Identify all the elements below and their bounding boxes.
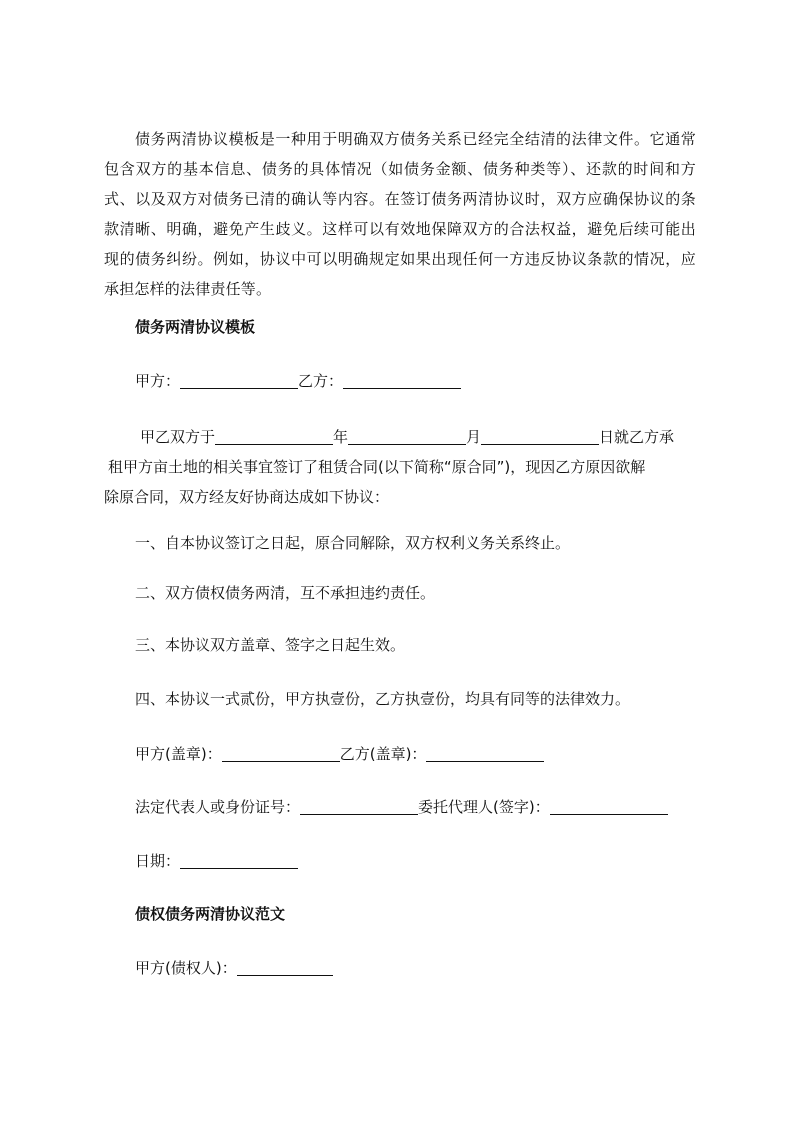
clause-4: 四、本协议一式贰份，甲方执壹份，乙方执壹份，均具有同等的法律效力。	[135, 690, 631, 708]
month-label: 月	[466, 428, 482, 446]
para-start: 甲乙双方于	[140, 428, 216, 446]
seal-line	[135, 744, 544, 764]
day-blank	[481, 428, 599, 445]
creditor-line	[135, 958, 333, 978]
agreement-line-1	[104, 422, 704, 452]
agreement-line-2: 租甲方亩土地的相关事宜签订了租赁合同(以下简称“原合同”)，现因乙方原因欲解	[108, 458, 646, 476]
creditor-label: 甲方(债权人)：	[135, 959, 237, 977]
date-label: 日期：	[135, 852, 181, 870]
year-label: 年	[333, 428, 349, 446]
representative-line	[135, 797, 668, 817]
clause-1: 一、自本协议签订之日起，原合同解除，双方权利义务关系终止。	[135, 534, 571, 552]
agreement-line-3: 除原合同，双方经友好协商达成如下协议：	[104, 488, 390, 506]
agent-label: 委托代理人(签字)：	[418, 798, 550, 816]
seal-b-label: 乙方(盖章)：	[339, 745, 427, 763]
sample-title: 债权债务两清协议范文	[135, 905, 286, 923]
party-b-blank	[343, 372, 461, 389]
seal-a-label: 甲方(盖章)：	[135, 745, 222, 763]
rep-label: 法定代表人或身份证号：	[135, 798, 301, 816]
seal-b-blank	[426, 745, 544, 762]
party-a-label: 甲方：	[135, 372, 181, 390]
party-b-label: 乙方：	[298, 372, 344, 390]
date-blank	[180, 852, 298, 869]
date-line	[135, 851, 298, 871]
agreement-paragraph	[104, 422, 704, 512]
clause-3: 三、本协议双方盖章、签字之日起生效。	[135, 636, 406, 654]
para-mid: 日就乙方承	[599, 428, 675, 446]
seal-a-blank	[222, 745, 340, 762]
creditor-blank	[237, 959, 333, 976]
clause-2: 二、双方债权债务两清，互不承担违约责任。	[135, 584, 436, 602]
month-blank	[348, 428, 466, 445]
party-line	[135, 371, 461, 391]
template-title: 债务两清协议模板	[135, 318, 256, 336]
rep-blank	[300, 798, 418, 815]
party-a-blank	[180, 372, 298, 389]
intro-paragraph: 债务两清协议模板是一种用于明确双方债务关系已经完全结清的法律文件。它通常包含双方的基本信息、债务的具体情况（如债务金额、债务种类等）、还款的时间和方式、以及双方对债务已清的确认等内容。在签订债务两清协议时，双方应确保协议的条款清晰、明确，避免产生歧义。这样可以有效地保障双方的合法权益，避免后续可能出现的债务纠纷。例如，协议中可以明确规定如果出现任何一方违反协议条款的情况，应承担怎样的法律责任等。	[104, 130, 696, 298]
agent-blank	[550, 798, 668, 815]
year-blank	[215, 428, 333, 445]
